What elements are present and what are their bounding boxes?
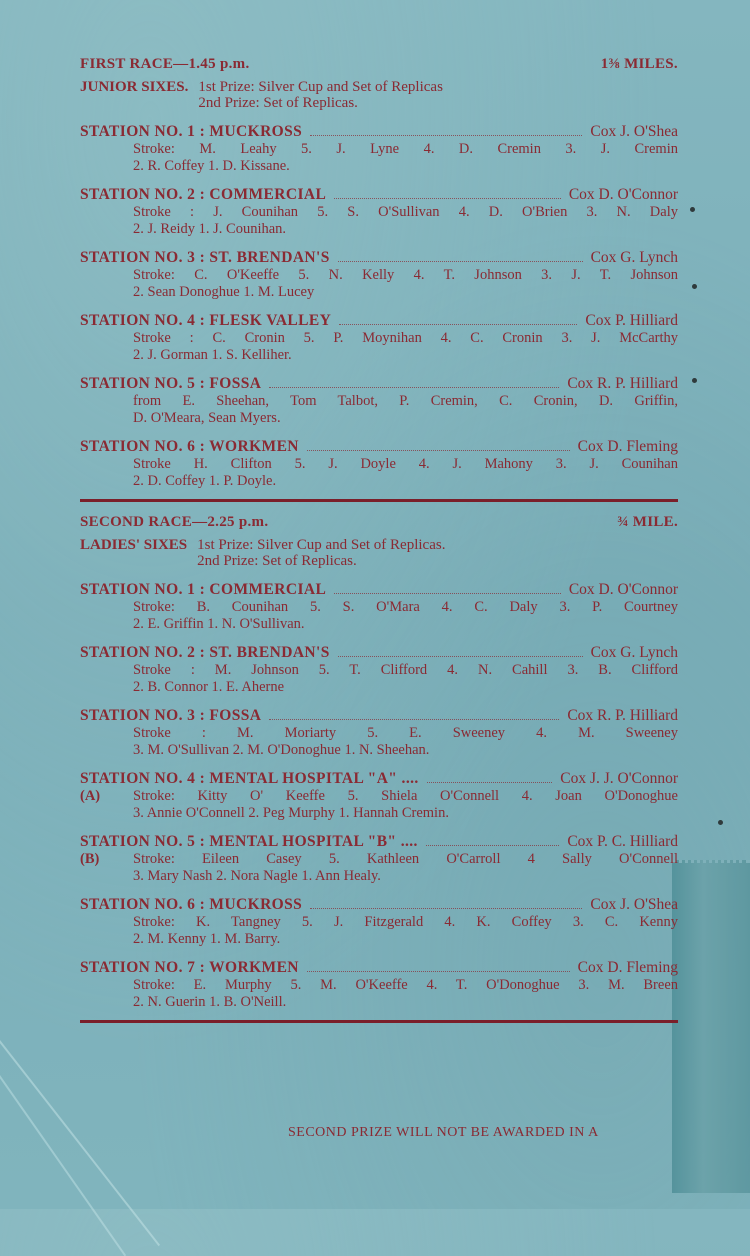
crew-line-1: Stroke: B. Counihan 5. S. O'Mara 4. C. Daly 3. P. Courtney xyxy=(133,599,678,615)
crew-list xyxy=(80,599,678,632)
station-entry xyxy=(80,123,678,174)
cox-name: Cox R. P. Hilliard xyxy=(567,375,678,392)
staple-hole xyxy=(718,820,723,825)
station-entry xyxy=(80,186,678,237)
station-name: STATION NO. 6 : MUCKROSS xyxy=(80,896,303,913)
station-header xyxy=(80,186,678,204)
event-info xyxy=(80,537,678,569)
cox-name: Cox D. O'Connor xyxy=(568,186,678,203)
race-title: SECOND RACE—2.25 p.m. xyxy=(80,514,269,530)
station-entry xyxy=(80,707,678,758)
first-prize: 1st Prize: Silver Cup and Set of Replicas xyxy=(198,79,443,95)
prizes xyxy=(198,79,443,111)
crew-line-2: 2. R. Coffey 1. D. Kissane. xyxy=(133,157,290,174)
station-header xyxy=(80,770,678,788)
crew-list xyxy=(80,725,678,758)
cox-name: Cox R. P. Hilliard xyxy=(567,707,678,724)
station-entry xyxy=(80,249,678,300)
crew-line-2: 2. N. Guerin 1. B. O'Neill. xyxy=(133,993,287,1010)
station-header xyxy=(80,123,678,141)
crew-tag: (B) xyxy=(80,851,100,867)
crew-tag: (A) xyxy=(80,788,101,804)
cox-name: Cox D. Fleming xyxy=(577,438,678,455)
crew-list xyxy=(80,977,678,1010)
event-name: JUNIOR SIXES. xyxy=(80,79,189,95)
race-title: FIRST RACE—1.45 p.m. xyxy=(80,56,250,72)
race-header xyxy=(80,514,678,531)
second-prize: 2nd Prize: Set of Replicas. xyxy=(197,553,357,569)
crew-list xyxy=(80,393,678,426)
station-header xyxy=(80,375,678,393)
station-entry xyxy=(80,312,678,363)
station-name: STATION NO. 3 : FOSSA xyxy=(80,707,262,724)
crew-list xyxy=(80,914,678,947)
dot-leader xyxy=(269,387,559,388)
section-divider xyxy=(80,499,678,502)
station-header xyxy=(80,312,678,330)
race-distance: 1⅜ MILES. xyxy=(600,56,678,72)
crew-line-2: 2. E. Griffin 1. N. O'Sullivan. xyxy=(133,615,305,632)
crew-line-2: 2. J. Reidy 1. J. Counihan. xyxy=(133,220,287,237)
crew-line-1: from E. Sheehan, Tom Talbot, P. Cremin, C. Cronin, D. Griffin, xyxy=(133,393,678,409)
crew-line-2: 3. Annie O'Connell 2. Peg Murphy 1. Hannah Cremin. xyxy=(133,804,449,821)
station-header xyxy=(80,644,678,662)
crew-line-2: 3. M. O'Sullivan 2. M. O'Donoghue 1. N. Sheehan. xyxy=(133,741,430,758)
first-prize: 1st Prize: Silver Cup and Set of Replicas. xyxy=(197,537,446,553)
staple-hole xyxy=(692,284,697,289)
dot-leader xyxy=(307,450,570,451)
race-2 xyxy=(80,514,678,1010)
cox-name: Cox J. O'Shea xyxy=(590,896,678,913)
dot-leader xyxy=(427,782,553,783)
dot-leader xyxy=(310,135,582,136)
dot-leader xyxy=(310,908,582,909)
station-header xyxy=(80,959,678,977)
event-name: LADIES' SIXES xyxy=(80,537,188,553)
station-header xyxy=(80,581,678,599)
station-name: STATION NO. 5 : MENTAL HOSPITAL "B" .... xyxy=(80,833,418,850)
crew-line-2: 2. B. Connor 1. E. Aherne xyxy=(133,678,285,695)
crew-list xyxy=(80,662,678,695)
station-entry xyxy=(80,833,678,884)
station-header xyxy=(80,707,678,725)
station-entry xyxy=(80,438,678,489)
cox-name: Cox J. O'Shea xyxy=(590,123,678,140)
crew-line-1: Stroke: Eileen Casey 5. Kathleen O'Carroll 4 Sally O'Connell xyxy=(133,851,678,867)
dot-leader xyxy=(334,198,561,199)
cox-name: Cox P. Hilliard xyxy=(585,312,678,329)
cox-name: Cox J. J. O'Connor xyxy=(560,770,678,787)
crew-line-1: Stroke: M. Leahy 5. J. Lyne 4. D. Cremin 3. J. Cremin xyxy=(133,141,678,157)
crew-line-1: Stroke H. Clifton 5. J. Doyle 4. J. Mahony 3. J. Counihan xyxy=(133,456,678,472)
station-entry xyxy=(80,896,678,947)
crew-list xyxy=(80,851,678,884)
crew-line-1: Stroke : M. Johnson 5. T. Clifford 4. N. Cahill 3. B. Clifford xyxy=(133,662,678,678)
crew-line-1: Stroke: C. O'Keeffe 5. N. Kelly 4. T. Johnson 3. J. T. Johnson xyxy=(133,267,678,283)
dot-leader xyxy=(307,971,570,972)
crew-line-1: Stroke : J. Counihan 5. S. O'Sullivan 4. D. O'Brien 3. N. Daly xyxy=(133,204,678,220)
station-name: STATION NO. 4 : MENTAL HOSPITAL "A" .... xyxy=(80,770,419,787)
cox-name: Cox P. C. Hilliard xyxy=(567,833,678,850)
race-distance: ¾ MILE. xyxy=(617,514,678,530)
crew-line-2: 2. J. Gorman 1. S. Kelliher. xyxy=(133,346,292,363)
station-header xyxy=(80,249,678,267)
crew-line-1: Stroke : C. Cronin 5. P. Moynihan 4. C. Cronin 3. J. McCarthy xyxy=(133,330,678,346)
prizes xyxy=(197,537,445,569)
footer-note: SECOND PRIZE WILL NOT BE AWARDED IN A xyxy=(288,1125,599,1140)
station-entry xyxy=(80,581,678,632)
station-entry xyxy=(80,959,678,1010)
cox-name: Cox G. Lynch xyxy=(590,644,678,661)
staple-hole xyxy=(692,378,697,383)
station-name: STATION NO. 2 : COMMERCIAL xyxy=(80,186,327,203)
station-name: STATION NO. 5 : FOSSA xyxy=(80,375,262,392)
station-entry xyxy=(80,644,678,695)
crew-list xyxy=(80,141,678,174)
race-header xyxy=(80,56,678,73)
crew-line-1: Stroke: Kitty O' Keeffe 5. Shiela O'Connell 4. Joan O'Donoghue xyxy=(133,788,678,804)
crew-line-1: Stroke : M. Moriarty 5. E. Sweeney 4. M. Sweeney xyxy=(133,725,678,741)
crew-list xyxy=(80,456,678,489)
dot-leader xyxy=(339,324,577,325)
cox-name: Cox G. Lynch xyxy=(590,249,678,266)
crew-line-1: Stroke: E. Murphy 5. M. O'Keeffe 4. T. O'Donoghue 3. M. Breen xyxy=(133,977,678,993)
station-name: STATION NO. 2 : ST. BRENDAN'S xyxy=(80,644,330,661)
crew-line-2: 3. Mary Nash 2. Nora Nagle 1. Ann Healy. xyxy=(133,867,381,884)
station-header xyxy=(80,896,678,914)
race-1 xyxy=(80,56,678,489)
dot-leader xyxy=(334,593,561,594)
station-name: STATION NO. 1 : COMMERCIAL xyxy=(80,581,327,598)
crew-line-2: D. O'Meara, Sean Myers. xyxy=(133,409,281,426)
crew-list xyxy=(80,204,678,237)
station-name: STATION NO. 4 : FLESK VALLEY xyxy=(80,312,332,329)
event-info xyxy=(80,79,678,111)
paper-crease xyxy=(0,1040,160,1246)
station-header xyxy=(80,438,678,456)
dot-leader xyxy=(426,845,560,846)
station-name: STATION NO. 1 : MUCKROSS xyxy=(80,123,303,140)
station-name: STATION NO. 7 : WORKMEN xyxy=(80,959,299,976)
paper-crease xyxy=(0,1075,126,1256)
station-entry xyxy=(80,375,678,426)
crew-line-2: 2. M. Kenny 1. M. Barry. xyxy=(133,930,281,947)
station-header xyxy=(80,833,678,851)
station-name: STATION NO. 3 : ST. BRENDAN'S xyxy=(80,249,330,266)
staple-hole xyxy=(690,207,695,212)
crew-list xyxy=(80,330,678,363)
section-divider xyxy=(80,1020,678,1023)
crew-line-2: 2. D. Coffey 1. P. Doyle. xyxy=(133,472,277,489)
cox-name: Cox D. O'Connor xyxy=(568,581,678,598)
race-programme xyxy=(80,56,678,1035)
crew-line-2: 2. Sean Donoghue 1. M. Lucey xyxy=(133,283,315,300)
dot-leader xyxy=(338,656,583,657)
station-name: STATION NO. 6 : WORKMEN xyxy=(80,438,299,455)
crew-line-1: Stroke: K. Tangney 5. J. Fitzgerald 4. K. Coffey 3. C. Kenny xyxy=(133,914,678,930)
second-prize: 2nd Prize: Set of Replicas. xyxy=(198,95,358,111)
tape-strip xyxy=(672,860,750,1193)
crew-list xyxy=(80,788,678,821)
station-entry xyxy=(80,770,678,821)
dot-leader xyxy=(338,261,583,262)
crew-list xyxy=(80,267,678,300)
dot-leader xyxy=(269,719,559,720)
cox-name: Cox D. Fleming xyxy=(577,959,678,976)
